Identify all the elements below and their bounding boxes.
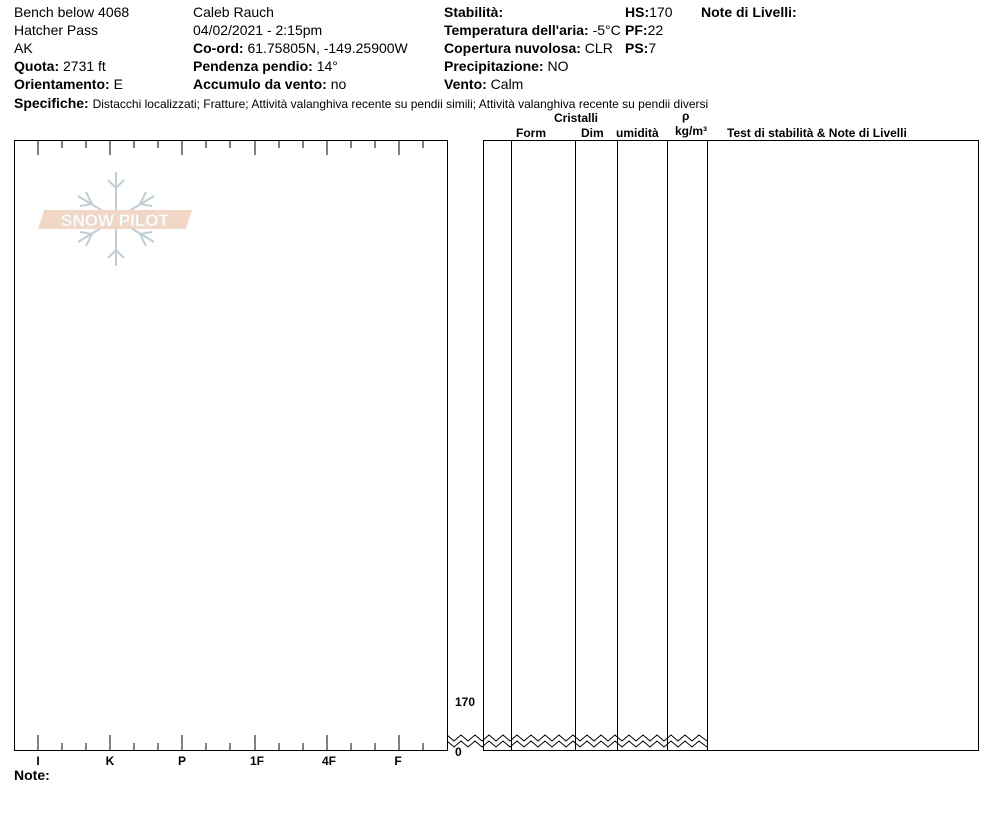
- observer-name: Caleb Rauch: [193, 4, 274, 20]
- ps-label: PS:: [625, 40, 649, 56]
- cloud-label: Copertura nuvolosa:: [444, 40, 581, 56]
- form-column-header: Form: [516, 126, 546, 140]
- crystals-group-header: Cristalli: [554, 111, 599, 125]
- hardness-profile-box: [15, 141, 448, 751]
- area-name: Hatcher Pass: [14, 22, 99, 38]
- air-temp-value: -5°C: [592, 22, 621, 38]
- location-name: Bench below 4068: [14, 4, 130, 20]
- snowpilot-logo: [38, 172, 192, 266]
- aspect-value: E: [113, 76, 123, 92]
- layer-table-box: [484, 141, 979, 751]
- hardness-label-p: P: [177, 754, 187, 768]
- air-temp-label: Temperatura dell'aria:: [444, 22, 589, 38]
- hardness-axis-labels: [36, 754, 401, 768]
- hardness-bottom-ticks: [38, 735, 423, 751]
- layer-notes-label: Note di Livelli:: [701, 4, 797, 20]
- hardness-label-f: F: [394, 754, 402, 768]
- depth-top-label: 170: [455, 695, 476, 709]
- hardness-label-i: I: [36, 754, 40, 768]
- hardness-label-4f: 4F: [321, 754, 337, 768]
- density-unit-header: kg/m³: [675, 124, 708, 138]
- hardness-top-ticks: [38, 140, 423, 155]
- specifics-value: Distacchi localizzati; Fratture; Attività valanghiva recente su pendii simili; Attività valanghiva recente su pendii diversi: [92, 97, 709, 111]
- ps-value: 7: [648, 40, 657, 56]
- notes-label: Note:: [14, 767, 50, 783]
- stability-label: Stabilità:: [444, 4, 504, 20]
- hs-label: HS:: [625, 4, 650, 20]
- state-name: AK: [14, 40, 33, 56]
- cloud-value: CLR: [584, 40, 613, 56]
- specifics-label: Specifiche:: [14, 95, 89, 111]
- dim-column-header: Dim: [581, 126, 604, 140]
- wind-label: Vento:: [444, 76, 487, 92]
- layer-table-column-lines: [512, 140, 708, 751]
- hs-value: 170: [649, 4, 673, 20]
- moisture-column-header: umidità: [616, 126, 659, 140]
- elevation-value: 2731 ft: [63, 58, 106, 74]
- elevation-label: Quota:: [14, 58, 60, 74]
- coord-value: 61.75805N, -149.25900W: [247, 40, 408, 56]
- observation-datetime: 04/02/2021 - 2:15pm: [193, 22, 323, 38]
- logo-text: SNOW PILOT: [61, 211, 169, 230]
- depth-bottom-label: 0: [455, 745, 462, 759]
- aspect-label: Orientamento:: [14, 76, 110, 92]
- hardness-label-1f: 1F: [249, 754, 265, 768]
- tests-column-header: Test di stabilità & Note di Livelli: [727, 126, 907, 140]
- coord-label: Co-ord:: [193, 40, 244, 56]
- slope-value: 14°: [316, 58, 338, 74]
- wind-value: Calm: [490, 76, 524, 92]
- slope-label: Pendenza pendio:: [193, 58, 313, 74]
- hardness-label-k: K: [105, 754, 115, 768]
- pf-label: PF:: [625, 22, 648, 38]
- wind-loading-label: Accumulo da vento:: [193, 76, 327, 92]
- precip-value: NO: [547, 58, 569, 74]
- pf-value: 22: [647, 22, 664, 38]
- wind-loading-value: no: [330, 76, 347, 92]
- rho-symbol: ρ: [682, 109, 690, 123]
- precip-label: Precipitazione:: [444, 58, 544, 74]
